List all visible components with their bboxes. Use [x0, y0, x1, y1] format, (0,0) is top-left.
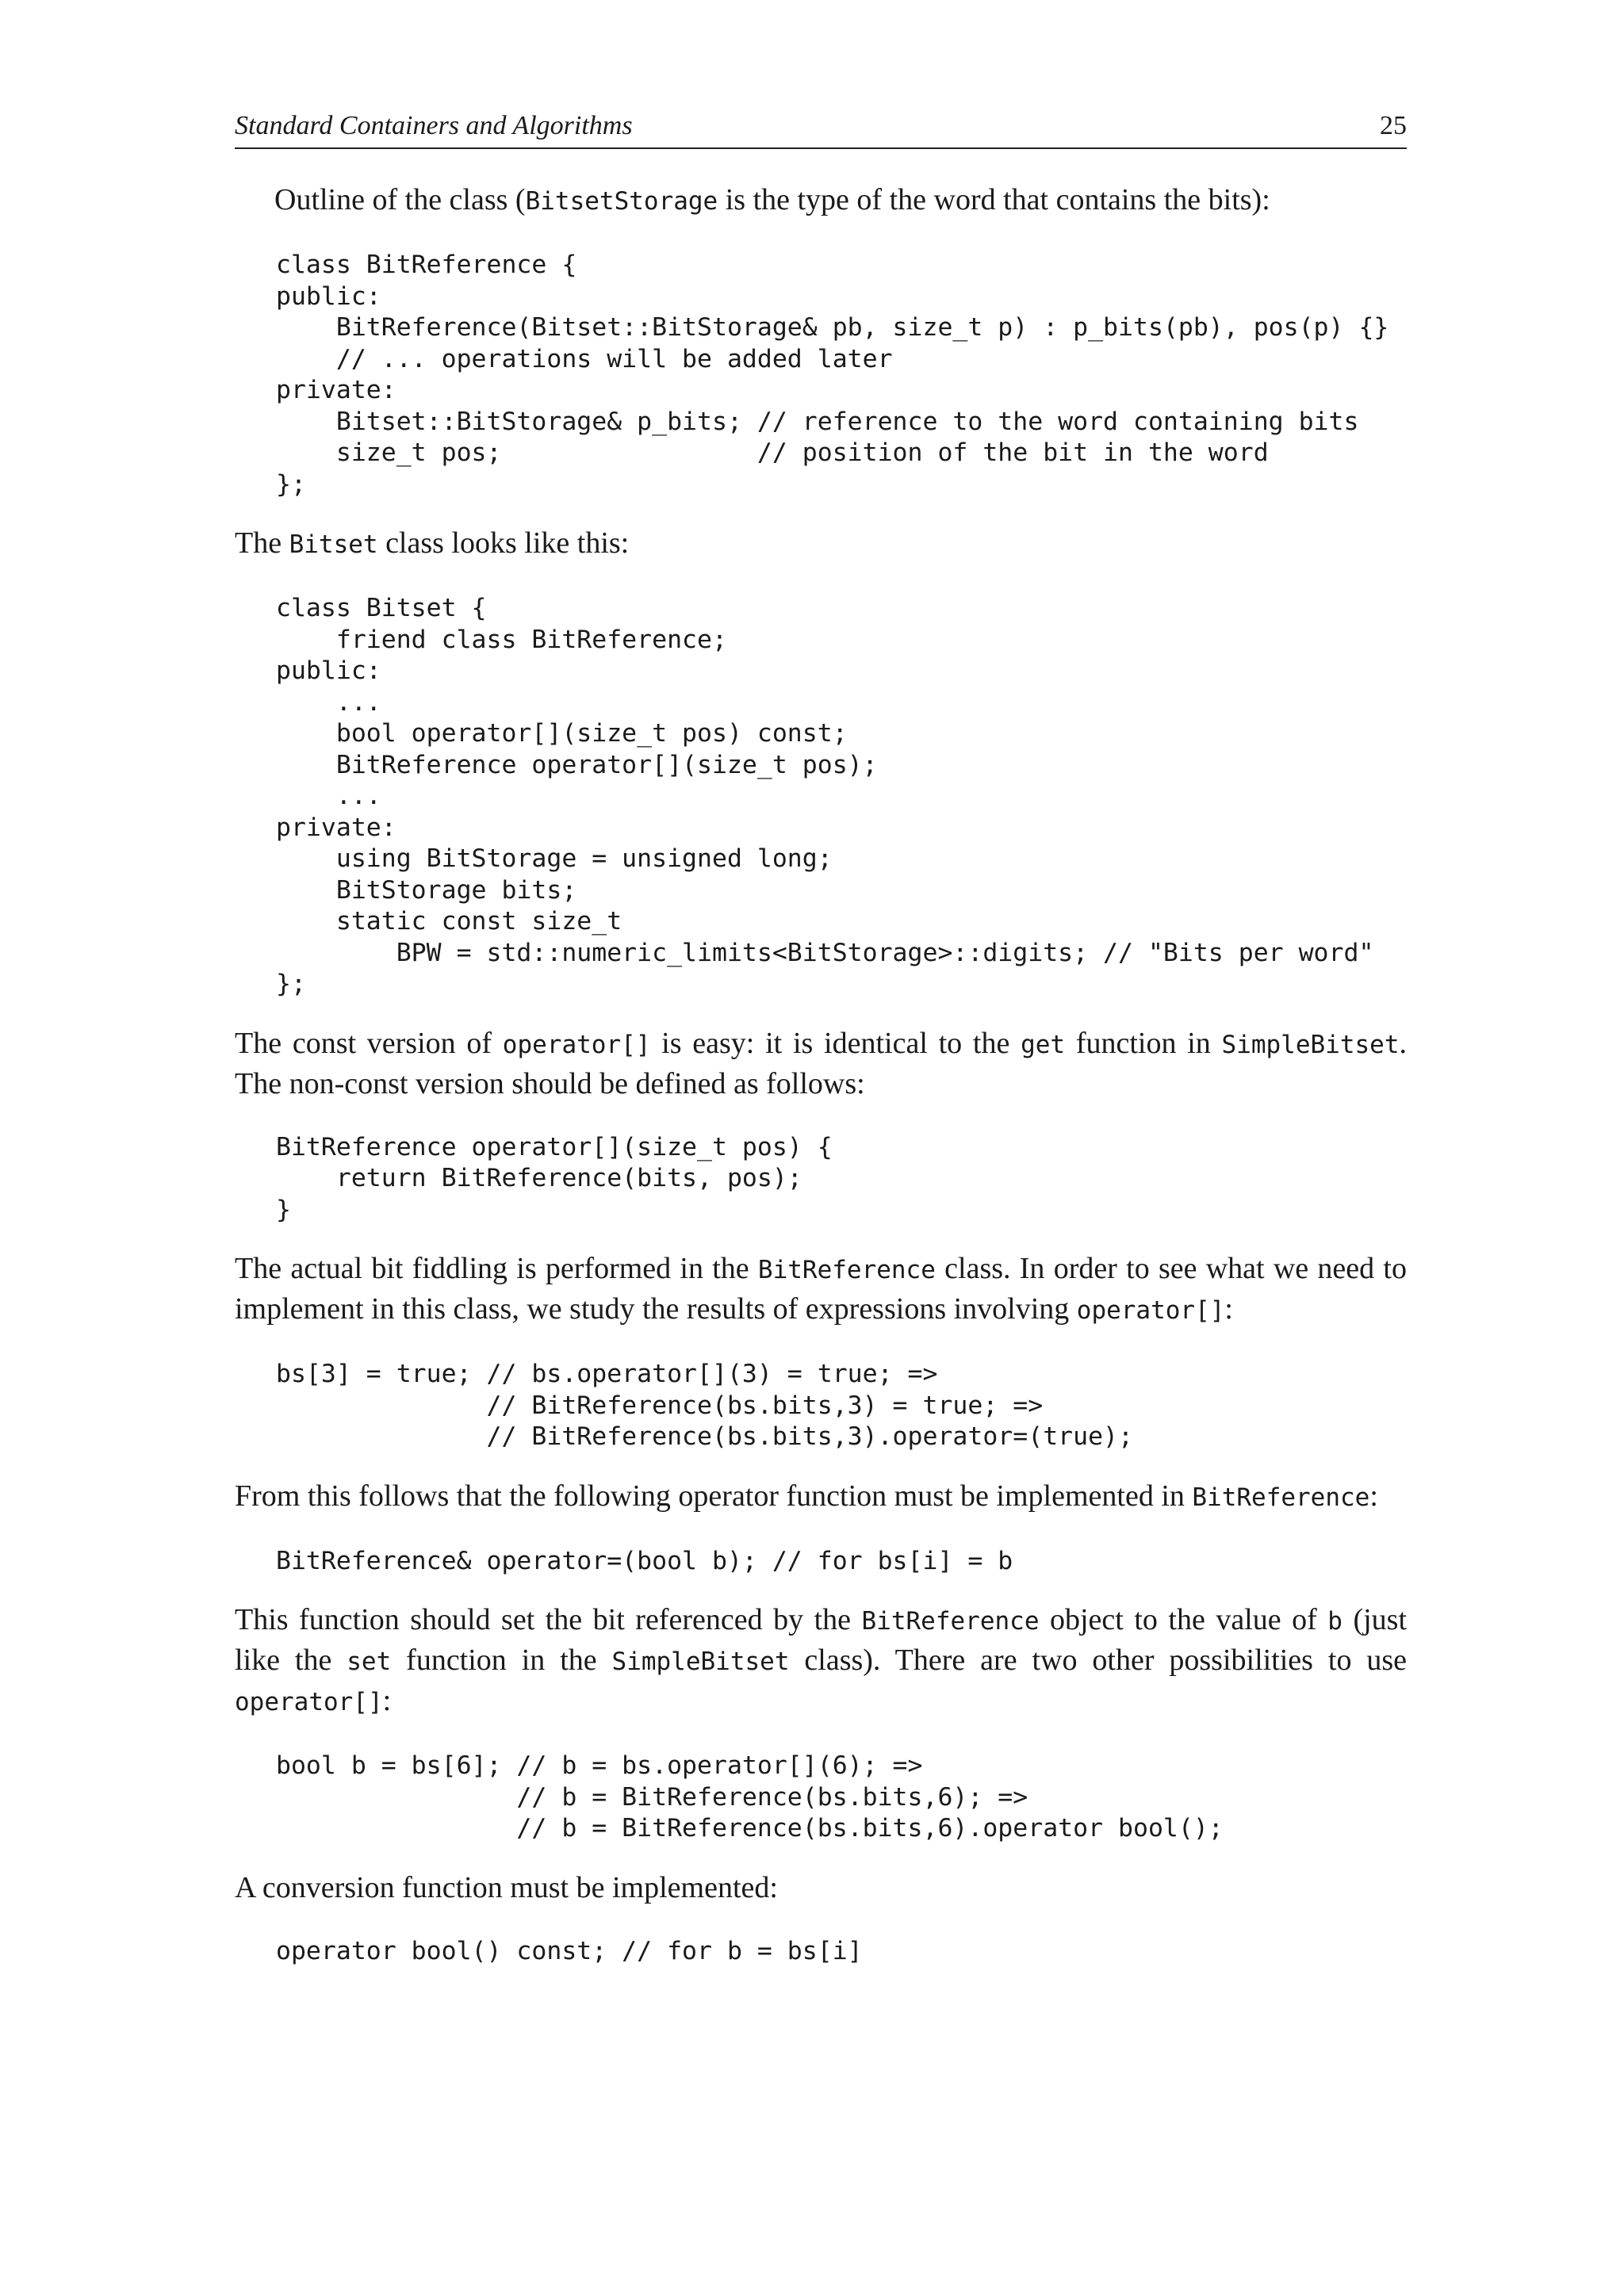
code-line: };	[276, 970, 306, 998]
code-line: ...	[276, 687, 381, 717]
code-line: size_t pos; // position of the bit in the word	[276, 438, 1269, 467]
code-line: ...	[276, 782, 381, 810]
paragraph	[235, 1869, 1407, 1908]
paragraph	[235, 1477, 1407, 1517]
code-line: class Bitset {	[276, 594, 487, 622]
paragraph-text: object to the value of	[1039, 1603, 1328, 1636]
paragraph-text: :	[382, 1684, 392, 1717]
code-listing	[235, 593, 1407, 1001]
paragraph-text: The const version of	[235, 1026, 503, 1060]
code-line: BitStorage bits;	[276, 875, 577, 905]
paragraph-text: (just like the	[235, 1603, 1407, 1677]
code-line: private:	[276, 813, 396, 842]
code-line: // ... operations will be added later	[276, 344, 893, 373]
inline-code: BitReference	[1192, 1483, 1370, 1512]
paragraph-text: Outline of the class (	[274, 183, 526, 216]
paragraph-text: class). There are two other possibilities to use	[789, 1644, 1408, 1677]
code-line: friend class BitReference;	[276, 625, 727, 654]
paragraph-text: is easy: it is identical to the	[650, 1026, 1021, 1060]
code-listing	[235, 1751, 1407, 1845]
code-line: };	[276, 469, 306, 499]
running-header	[235, 108, 1407, 149]
code-line: BPW = std::numeric_limits<BitStorage>::digits; // "Bits per word"	[276, 938, 1374, 967]
inline-code: BitReference	[757, 1256, 936, 1284]
inline-code: Bitset	[289, 530, 378, 559]
code-line: operator bool() const; // for b = bs[i]	[276, 1936, 863, 1965]
code-line: // b = BitReference(bs.bits,6); =>	[276, 1782, 1028, 1812]
inline-code: set	[347, 1647, 392, 1676]
page	[235, 108, 1407, 1967]
code-listing	[235, 1936, 1407, 1968]
code-listing	[235, 1546, 1407, 1578]
paragraph-text: . The non-const version should be defined as follows:	[235, 1026, 1407, 1100]
inline-code: get	[1021, 1030, 1066, 1059]
code-line: Bitset::BitStorage& p_bits; // reference to the word containing bits	[276, 407, 1359, 436]
code-line: // BitReference(bs.bits,3) = true; =>	[276, 1391, 1044, 1420]
paragraph-text: :	[1369, 1479, 1378, 1513]
code-line: BitReference(Bitset::BitStorage& pb, size_t p) : p_bits(pb), pos(p) {}	[276, 313, 1389, 342]
code-line: static const size_t	[276, 907, 622, 936]
page-number: 25	[1380, 111, 1407, 140]
code-line: public:	[276, 656, 381, 685]
code-line: class BitReference {	[276, 251, 577, 279]
code-line: bool operator[](size_t pos) const;	[276, 719, 848, 748]
code-listing	[235, 1132, 1407, 1226]
code-line: using BitStorage = unsigned long;	[276, 844, 833, 873]
paragraph-text: is the type of the word that contains the bits):	[718, 183, 1270, 216]
paragraph-text: function in the	[391, 1644, 612, 1677]
inline-code: BitReference	[861, 1607, 1040, 1636]
code-line: return BitReference(bits, pos);	[276, 1164, 802, 1192]
code-line: // BitReference(bs.bits,3).operator=(true);	[276, 1422, 1133, 1451]
code-line: }	[276, 1195, 291, 1224]
inline-code: operator[]	[1076, 1296, 1225, 1325]
code-line: // b = BitReference(bs.bits,6).operator bool();	[276, 1814, 1224, 1843]
code-line: public:	[276, 281, 381, 311]
code-line: BitReference operator[](size_t pos) {	[276, 1132, 833, 1161]
paragraph	[235, 1024, 1407, 1104]
code-listing	[235, 250, 1407, 500]
paragraph-text: A conversion function must be implemented:	[235, 1870, 778, 1904]
code-line: BitReference& operator=(bool b); // for bs[i] = b	[276, 1546, 1013, 1575]
page-content	[235, 181, 1407, 1967]
code-line: bool b = bs[6]; // b = bs.operator[](6); =>	[276, 1751, 923, 1780]
paragraph	[235, 1601, 1407, 1722]
code-line: private:	[276, 376, 396, 404]
paragraph-text: class. In order to see what we need to implement in this class, we study the results of expressions involving	[235, 1252, 1407, 1326]
inline-code: BitsetStorage	[525, 187, 718, 216]
code-listing	[235, 1359, 1407, 1453]
paragraph-text: This function should set the bit referenced by the	[235, 1603, 862, 1636]
inline-code: operator[]	[502, 1030, 651, 1059]
paragraph-text: :	[1224, 1292, 1233, 1326]
inline-code: b	[1327, 1607, 1342, 1636]
paragraph	[235, 181, 1407, 221]
paragraph-text: From this follows that the following operator function must be implemented in	[235, 1479, 1193, 1513]
inline-code: SimpleBitset	[611, 1647, 790, 1676]
paragraph-text: The	[235, 526, 289, 560]
code-line: BitReference operator[](size_t pos);	[276, 750, 878, 779]
running-title: Standard Containers and Algorithms	[235, 111, 633, 140]
paragraph-text: function in	[1065, 1026, 1222, 1060]
paragraph	[235, 524, 1407, 564]
paragraph	[235, 1249, 1407, 1330]
code-line: bs[3] = true; // bs.operator[](3) = true; =>	[276, 1360, 938, 1388]
inline-code: operator[]	[235, 1688, 383, 1716]
paragraph-text: The actual bit fiddling is performed in the	[235, 1252, 758, 1285]
paragraph-text: class looks like this:	[377, 526, 630, 560]
inline-code: SimpleBitset	[1221, 1030, 1400, 1059]
